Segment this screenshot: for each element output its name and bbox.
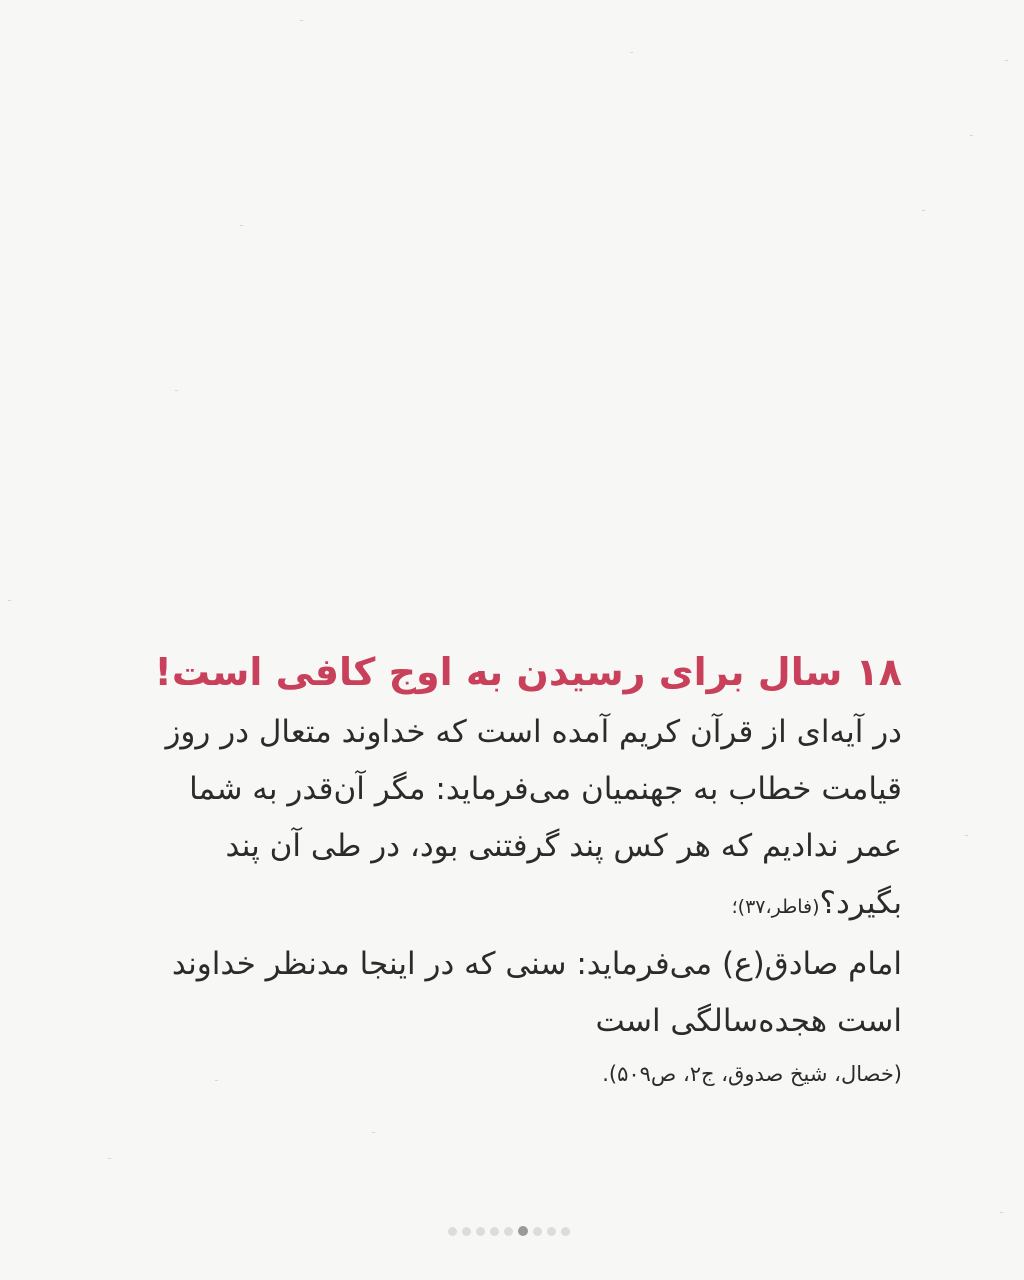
paper-speck bbox=[970, 135, 973, 136]
paper-speck bbox=[372, 1132, 375, 1133]
paper-speck bbox=[175, 390, 178, 391]
paper-speck bbox=[630, 52, 633, 53]
body-line: در آیه‌ای از قرآن کریم آمده است که خداوند متعال در روز bbox=[165, 714, 902, 750]
post-content bbox=[142, 640, 902, 1096]
pagination-dot[interactable] bbox=[533, 1227, 542, 1236]
body-line: قیامت خطاب به جهنمیان می‌فرماید: مگر آن‌قدر به شما bbox=[189, 771, 902, 807]
paper-speck bbox=[300, 20, 303, 21]
pagination-dot[interactable] bbox=[462, 1227, 471, 1236]
carousel-pagination bbox=[448, 1226, 570, 1236]
paper-speck bbox=[8, 600, 11, 601]
paper-speck bbox=[1000, 1212, 1003, 1213]
inline-reference: (فاطر،۳۷)؛ bbox=[731, 896, 820, 918]
body-line: امام صادق(ع) می‌فرماید: سنی که در اینجا مدنظر خداوند bbox=[171, 946, 902, 982]
paper-speck bbox=[240, 225, 243, 226]
body-line: بگیرد؟ bbox=[819, 885, 902, 921]
paper-speck bbox=[108, 1158, 111, 1159]
body-line: عمر ندادیم که هر کس پند گرفتنی بود، در طی آن پند bbox=[225, 828, 902, 864]
source-citation: (خصال، شیخ صدوق، ج۲، ص۵۰۹). bbox=[602, 1062, 902, 1086]
pagination-dot[interactable] bbox=[504, 1227, 513, 1236]
pagination-dot[interactable] bbox=[490, 1227, 499, 1236]
body-line: است هجده‌سالگی است bbox=[595, 1003, 902, 1039]
paper-speck bbox=[965, 835, 968, 836]
post-title: ۱۸ سال برای رسیدن به اوج کافی است! bbox=[154, 650, 902, 694]
pagination-dot[interactable] bbox=[448, 1227, 457, 1236]
pagination-dot[interactable] bbox=[547, 1227, 556, 1236]
paper-speck bbox=[922, 210, 925, 211]
pagination-dot[interactable] bbox=[476, 1227, 485, 1236]
pagination-dot[interactable] bbox=[561, 1227, 570, 1236]
body-line-with-reference bbox=[142, 875, 902, 936]
paper-speck bbox=[1005, 60, 1008, 61]
pagination-dot-active[interactable] bbox=[518, 1226, 528, 1236]
